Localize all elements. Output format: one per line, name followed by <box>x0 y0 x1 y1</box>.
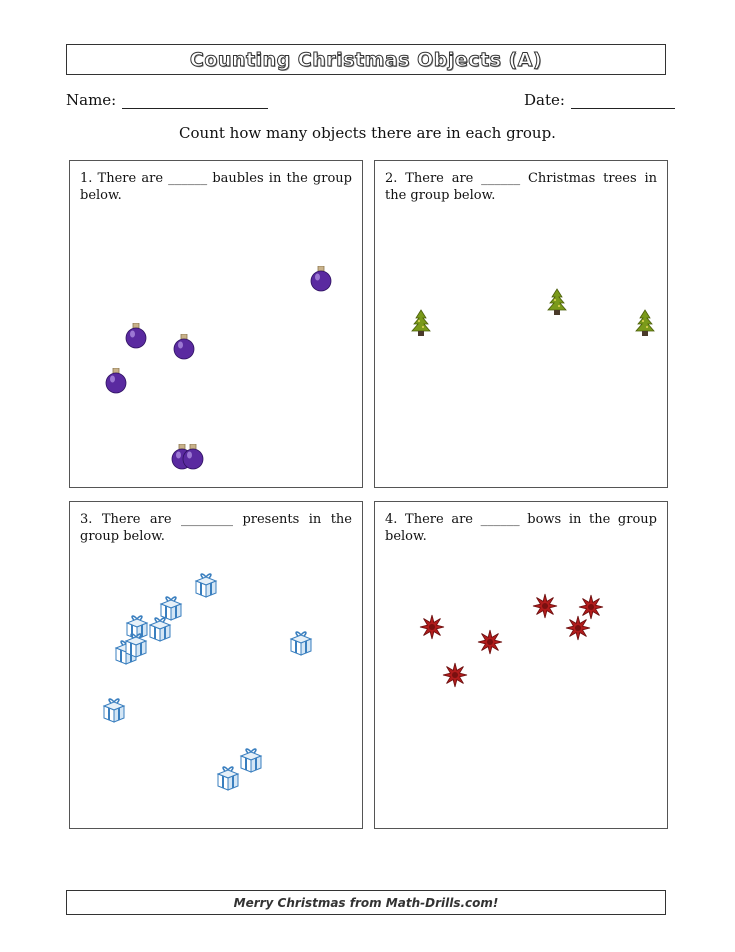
christmas-tree-icon <box>545 288 569 320</box>
bauble-icon <box>173 334 195 364</box>
present-icon <box>147 616 173 646</box>
present-icon <box>288 630 314 660</box>
footer-text: Merry Christmas from Math-Drills.com! <box>233 895 499 910</box>
question-panel-3 <box>69 501 363 829</box>
question-text: 2. There are ______ Christmas trees in the group below. <box>385 171 657 203</box>
bow-icon <box>419 614 445 644</box>
bauble-icon <box>182 444 204 474</box>
question-panel-1 <box>69 160 363 488</box>
bow-icon <box>442 662 468 692</box>
title-box <box>66 44 666 75</box>
question-text: 1. There are ______ baubles in the group below. <box>80 171 352 203</box>
question-panel-4 <box>374 501 668 829</box>
christmas-tree-icon <box>633 309 657 341</box>
page-title: Counting Christmas Objects (A) <box>189 48 543 71</box>
instruction: Count how many objects there are in each group. <box>179 124 556 142</box>
present-icon <box>238 747 264 777</box>
date-label: Date: <box>524 91 565 109</box>
present-icon <box>123 632 149 662</box>
question-panel-2 <box>374 160 668 488</box>
bow-icon <box>477 629 503 659</box>
name-line[interactable] <box>122 90 268 109</box>
date-field <box>524 90 675 109</box>
bauble-icon <box>125 323 147 353</box>
present-icon <box>101 697 127 727</box>
footer-box <box>66 890 666 915</box>
bauble-icon <box>105 368 127 398</box>
name-field <box>66 90 268 109</box>
name-label: Name: <box>66 91 117 109</box>
question-text: 4. There are ______ bows in the group below. <box>385 512 657 544</box>
bow-icon <box>565 615 591 645</box>
christmas-tree-icon <box>409 309 433 341</box>
bauble-icon <box>310 266 332 296</box>
bow-icon <box>532 593 558 623</box>
present-icon <box>215 765 241 795</box>
date-line[interactable] <box>571 90 675 109</box>
present-icon <box>193 572 219 602</box>
question-text: 3. There are ________ presents in the group below. <box>80 512 352 544</box>
